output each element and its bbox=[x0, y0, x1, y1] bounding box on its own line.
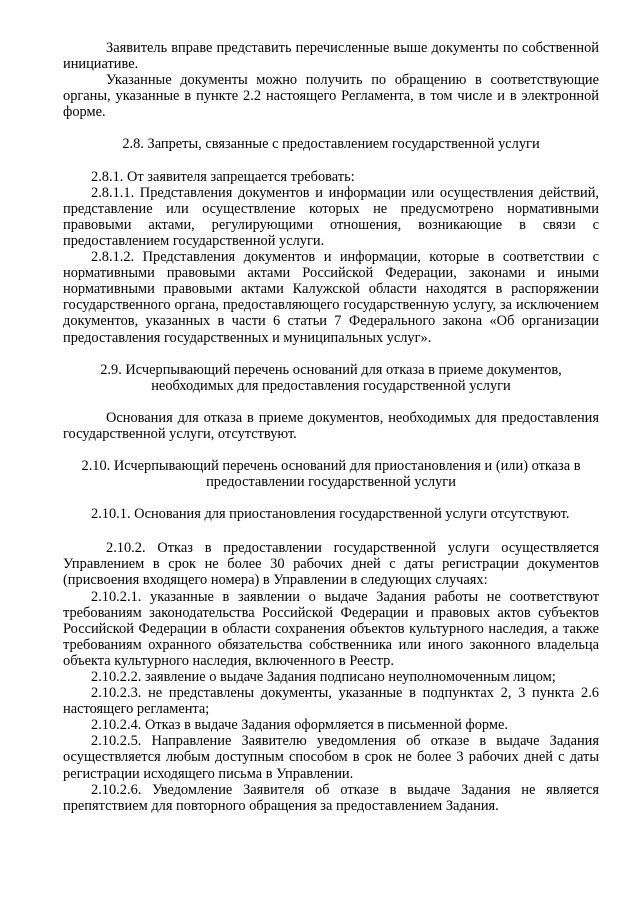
paragraph-grounds-refusal-reception: Основания для отказа в приеме документов, необходимых для предоставления государственной услуги, отсутствуют. bbox=[63, 409, 599, 442]
paragraph-2-10-2-4: 2.10.2.4. Отказ в выдаче Задания оформляется в письменной форме. bbox=[91, 717, 509, 734]
paragraph-obtain-documents: Указанные документы можно получить по обращению в соответствующие органы, указанные в пункте 2.2 настоящего Регламента, в том числе и в электронной форме. bbox=[63, 72, 599, 121]
heading-2-8: 2.8. Запреты, связанные с предоставлением государственной услуги bbox=[122, 136, 540, 153]
paragraph-2-10-2-2: 2.10.2.2. заявление о выдаче Задания подписано неуполномоченным лицом; bbox=[91, 669, 556, 685]
paragraph-2-10-2-3: 2.10.2.3. не представлены документы, указанные в подпунктах 2, 3 пункта 2.6 настоящего регламента; bbox=[63, 685, 599, 718]
heading-2-9: 2.9. Исчерпывающий перечень оснований для отказа в приеме документов, необходимых для предоставления государственной услуги bbox=[100, 361, 562, 394]
paragraph-2-10-2-5: 2.10.2.5. Направление Заявителю уведомления об отказе в выдаче Задания осуществляется любым доступным способом в срок не более 3 рабочих дней с даты регистрации исходящего письма в Управлении. bbox=[63, 733, 599, 782]
heading-2-10: 2.10. Исчерпывающий перечень оснований для приостановления и (или) отказа в предоставлении государственной услуги bbox=[81, 457, 581, 491]
paragraph-2-8-1-1: 2.8.1.1. Представления документов и информации или осуществления действий, представление или осуществление которых не предусмотрено нормативными правовыми актами, регулирующими отношения, возникающие в связи с предоставлением государственной услуги. bbox=[63, 184, 599, 249]
paragraph-2-10-2: 2.10.2. Отказ в предоставлении государственной услуги осуществляется Управлением в срок не более 30 рабочих дней с даты регистрации документов (присвоения входящего номера) в Управлении в следующих случаях: bbox=[63, 540, 599, 589]
paragraph-initiative: Заявитель вправе представить перечисленные выше документы по собственной инициативе. bbox=[63, 40, 599, 73]
paragraph-2-10-1: 2.10.1. Основания для приостановления государственной услуги отсутствуют. bbox=[91, 506, 570, 523]
paragraph-2-8-1-2: 2.8.1.2. Представления документов и информации, которые в соответствии с нормативными правовыми актами Российской Федерации, законами и иными нормативными правовыми актами Калужской области находятся в распоряжении государственного органа, предоставляющего государственную услугу, за исключением документов, указанных в части 6 статьи 7 Федерального закона «Об организации предоставления государственных и муниципальных услуг». bbox=[63, 249, 599, 346]
paragraph-2-10-2-6: 2.10.2.6. Уведомление Заявителя об отказе в выдаче Задания не является препятствием для повторного обращения за предоставлением Задания. bbox=[63, 781, 599, 814]
paragraph-2-10-2-1: 2.10.2.1. указанные в заявлении о выдаче Задания работы не соответствуют требованиям законодательства Российской Федерации и правовых актов субъектов Российской Федерации в области сохранения объектов культурного наследия, а также требованиям охранного обязательства собственника или иного законного владельца объекта культурного наследия, включенного в Реестр. bbox=[63, 588, 599, 669]
paragraph-2-8-1: 2.8.1. От заявителя запрещается требовать: bbox=[91, 168, 355, 185]
